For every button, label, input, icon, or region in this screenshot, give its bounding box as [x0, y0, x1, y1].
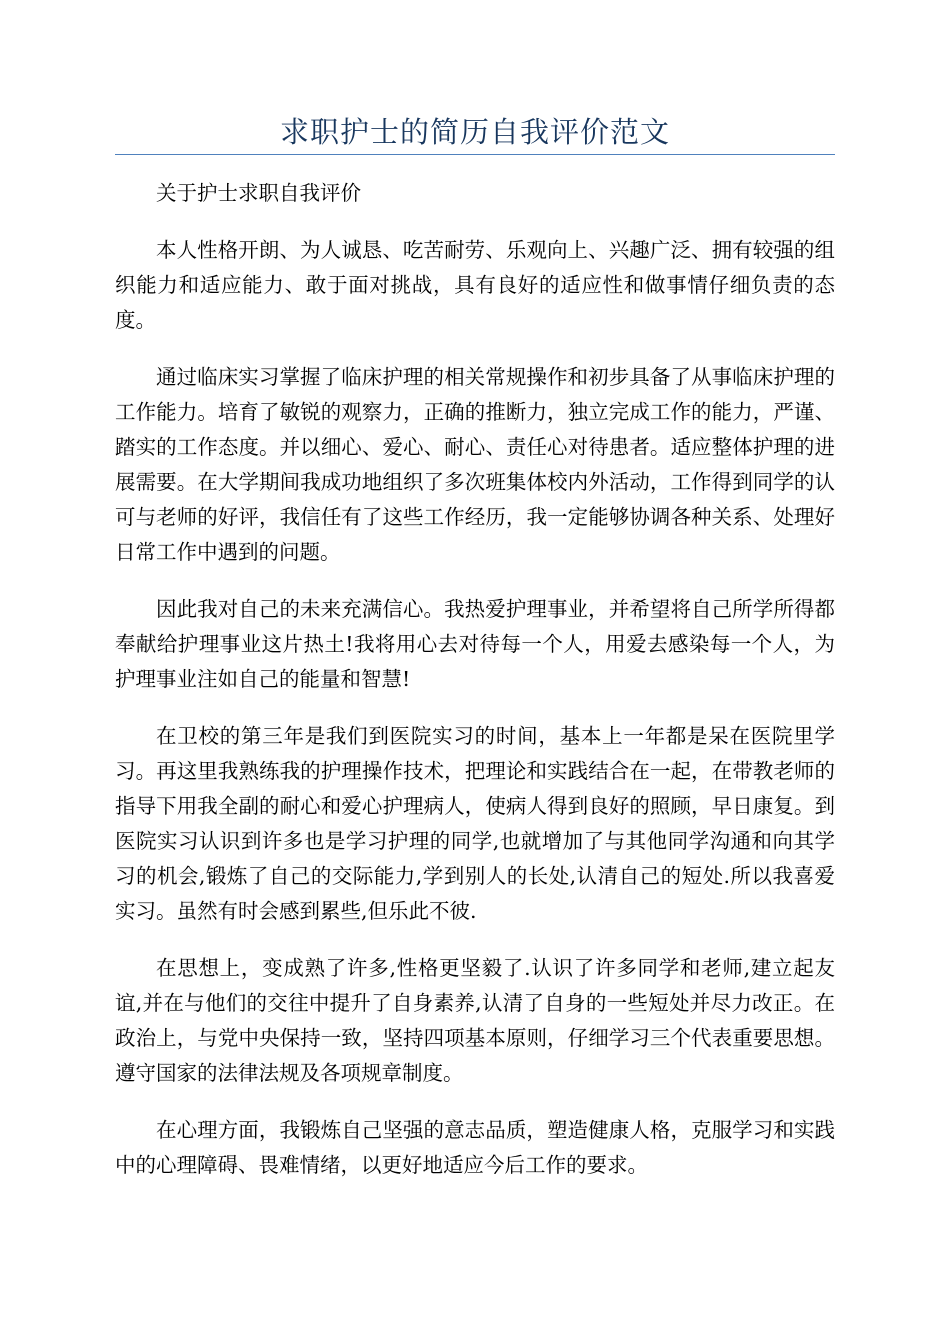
paragraph: 通过临床实习掌握了临床护理的相关常规操作和初步具备了从事临床护理的工作能力。培育了敏锐的观察力，正确的推断力，独立完成工作的能力，严谨、踏实的工作态度。并以细心、爱心、耐心、责任心对待患者。适应整体护理的进展需要。在大学期间我成功地组织了多次班集体校内外活动，工作得到同学的认可与老师的好评，我信任有了这些工作经历，我一定能够协调各种关系、处理好日常工作中遇到的问题。	[115, 365, 835, 564]
paragraph: 因此我对自己的未来充满信心。我热爱护理事业，并希望将自己所学所得都奉献给护理事业这片热土!我将用心去对待每一个人，用爱去感染每一个人，为护理事业注如自己的能量和智慧!	[115, 597, 835, 691]
paragraph-heading: 关于护士求职自我评价	[156, 181, 361, 205]
paragraph: 在卫校的第三年是我们到医院实习的时间，基本上一年都是呆在医院里学习。再这里我熟练我的护理操作技术，把理论和实践结合在一起，在带教老师的指导下用我全副的耐心和爱心护理病人，使病人得到良好的照顾，早日康复。到医院实习认识到许多也是学习护理的同学,也就增加了与其他同学沟通和向其学习的机会,锻炼了自己的交际能力,学到别人的长处,认清自己的短处.所以我喜爱实习。虽然有时会感到累些,但乐此不彼.	[115, 724, 835, 923]
document-body	[115, 176, 835, 1205]
paragraph: 在思想上，变成熟了许多,性格更坚毅了.认识了许多同学和老师,建立起友谊,并在与他们的交往中提升了自身素养,认清了自身的一些短处并尽力改正。在政治上，与党中央保持一致，坚持四项基本原则，仔细学习三个代表重要思想。遵守国家的法律法规及各项规章制度。	[115, 956, 835, 1085]
document-title: 求职护士的简历自我评价范文	[279, 115, 670, 149]
paragraph: 本人性格开朗、为人诚恳、吃苦耐劳、乐观向上、兴趣广泛、拥有较强的组织能力和适应能力、敢于面对挑战，具有良好的适应性和做事情仔细负责的态度。	[115, 238, 835, 332]
paragraph: 在心理方面，我锻炼自己坚强的意志品质，塑造健康人格，克服学习和实践中的心理障碍、畏难情绪，以更好地适应今后工作的要求。	[115, 1118, 835, 1177]
title-underline	[115, 154, 835, 155]
